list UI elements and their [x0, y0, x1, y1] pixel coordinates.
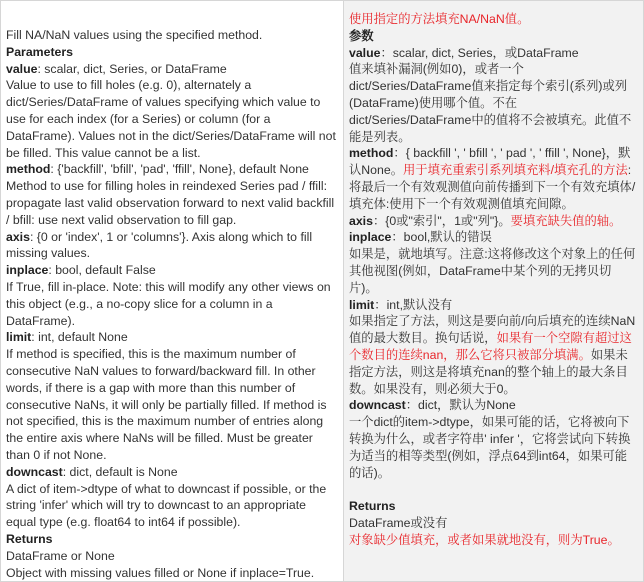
- returns-type-cn: DataFrame或没有: [349, 515, 448, 530]
- param-name: axis: [349, 213, 373, 228]
- param-desc-cn: 值来填补漏洞(例如0)，或者一个dict/Series/DataFrame值来指定每个索引(系列)或列(DataFrame)使用哪个值。不在dict/Series/DataFrame中的值将不会被填充。此值不能是列表。: [349, 62, 632, 144]
- param-desc-cn: [349, 313, 639, 397]
- desc-text: 如果未指定方法，则这是将填充nan的整个轴上的最大条目数。如果没有，则必须大于0。: [349, 347, 628, 396]
- param-desc-cn: 一个dict的item->dtype，如果可能的话，它将被向下转换为什么，或者字符串' infer '，它将尝试向下转换为适当的相等类型(例如，浮点64到int64，如果可能的话)。: [349, 415, 631, 480]
- returns-heading-cn: Returns: [349, 499, 396, 514]
- param-type: : int, default None: [31, 330, 128, 345]
- param-type: ：bool,默认的错误: [391, 230, 492, 245]
- param-name: inplace: [349, 230, 392, 245]
- param-value-cn: [349, 45, 639, 62]
- param-name: downcast: [6, 464, 63, 479]
- param-name: value: [6, 61, 38, 76]
- param-axis: [6, 229, 337, 263]
- param-name: limit: [349, 297, 375, 312]
- param-name: inplace: [6, 263, 49, 278]
- highlighted-text: 用于填充重索引系列填充料/填充孔的方法: [403, 163, 628, 178]
- parameters-heading-cn: 参数: [349, 28, 374, 43]
- param-desc-cn: :将最后一个有效观测值向前传播到下一个有效充填体/填充体:使用下一个有效观测值填充间隙。: [349, 163, 636, 211]
- returns-desc: Object with missing values filled or None if inplace=True.: [6, 565, 315, 580]
- param-type: : scalar, dict, Series, or DataFrame: [37, 61, 227, 76]
- param-name: method: [349, 146, 394, 161]
- param-type: : {0 or 'index', 1 or 'columns'}. Axis along which to fill missing values.: [6, 229, 313, 261]
- param-type: : {'backfill', 'bfill', 'pad', 'ffill', None}, default None: [50, 162, 309, 177]
- param-desc: Method to use for filling holes in reindexed Series pad / ffill: propagate last valid observation forward to next valid backfill / bfill: use next valid observation to fill gap.: [6, 179, 335, 227]
- param-method: [6, 161, 337, 178]
- param-value: [6, 61, 337, 78]
- param-desc-cn: 如果是，就地填写。注意:这将修改这个对象上的任何其他视图(例如，DataFrame中某个列的无拷贝切片)。: [349, 247, 636, 295]
- param-name: axis: [6, 229, 30, 244]
- param-desc: A dict of item->dtype of what to downcast if possible, or the string 'infer' which will try to downcast to an appropriate equal type (e.g. float64 to int64 if possible).: [6, 481, 327, 530]
- returns-type: DataFrame or None: [6, 548, 115, 563]
- chinese-column: [344, 1, 643, 581]
- param-downcast-cn: [349, 397, 639, 414]
- param-desc: If True, fill in-place. Note: this will modify any other views on this object (e.g., a no-copy slice for a column in a DataFrame).: [6, 279, 331, 328]
- param-type: ：scalar, dict, Series，或DataFrame: [380, 45, 579, 60]
- param-inplace-cn: [349, 229, 639, 246]
- param-type: ：int,默认没有: [374, 297, 453, 312]
- param-name: method: [6, 162, 51, 177]
- param-name: downcast: [349, 398, 406, 413]
- returns-desc-cn: 对象缺少值填充，或者如果就地没有，则为True。: [349, 532, 620, 547]
- param-type: : bool, default False: [48, 263, 156, 278]
- param-name: value: [349, 45, 381, 60]
- param-type: : dict, default is None: [62, 464, 178, 479]
- param-axis-cn: [349, 213, 639, 230]
- param-desc: If method is specified, this is the maximum number of consecutive NaN values to forward/backward fill. In other words, if there is a gap with more than this number of consecutive NaNs, it will only be partially filled. If method is not specified, this is the maximum number of entries along the entire axis where NaNs will be filled. Must be greater than 0 if not None.: [6, 347, 327, 462]
- highlighted-text: 要填充缺失值的轴。: [510, 213, 622, 228]
- param-desc: Value to use to fill holes (e.g. 0), alternately a dict/Series/DataFrame of values specifying which value to use for each index (for a Series) or column (for a DataFrame). Values not in the dict/Series/DataFrame will not be filled. This value cannot be a list.: [6, 78, 336, 160]
- parameters-heading: Parameters: [6, 44, 73, 59]
- param-inplace: [6, 262, 337, 279]
- highlighted-text: 如果有一个空隙有超过这个数目的连续nan，那么它将只被部分填满。: [349, 331, 632, 362]
- spacer: [349, 481, 639, 498]
- desc-text: 如果指定了方法，则这是要向前/向后填充的连续NaN值的最大数目。换句话说，: [349, 314, 636, 346]
- param-type: ：{ backfill ', ' bfill ', ' pad ', ' ffill ', None}，默认None。: [349, 146, 631, 178]
- intro-cn: 使用指定的方法填充NA/NaN值。: [349, 12, 530, 26]
- param-method-cn: [349, 145, 639, 212]
- param-limit: [6, 329, 337, 346]
- param-downcast: [6, 464, 337, 481]
- param-type: ：dict，默认为None: [405, 398, 516, 413]
- param-type: ：{0或"索引"，1或"列"}。: [372, 213, 511, 228]
- param-limit-cn: [349, 297, 639, 314]
- english-column: [1, 1, 344, 581]
- intro: Fill NA/NaN values using the specified method.: [6, 28, 263, 42]
- param-name: limit: [6, 330, 32, 345]
- returns-heading: Returns: [6, 531, 53, 546]
